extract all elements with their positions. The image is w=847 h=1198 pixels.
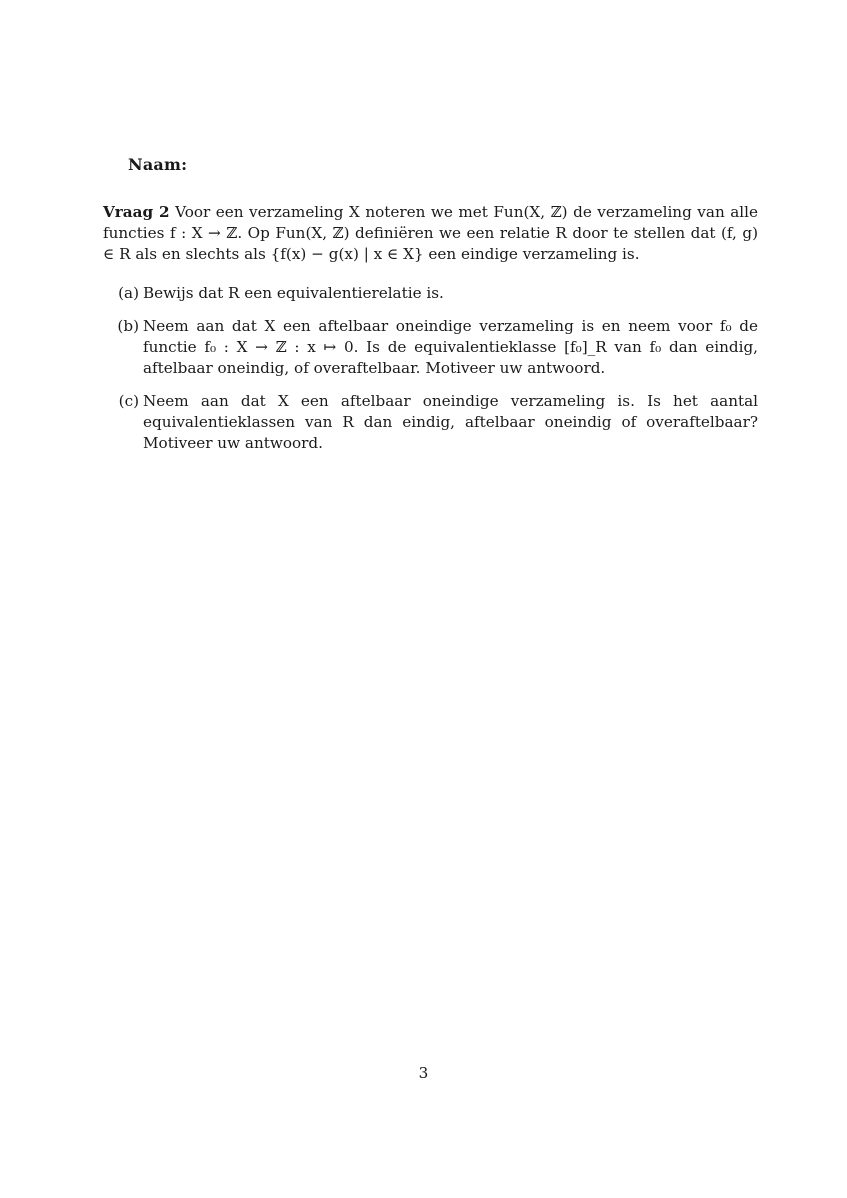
subquestion-text: Neem aan dat X een aftelbaar oneindige verzameling is en neem voor f₀ de functie f₀ : X → ℤ : x ↦ 0. Is de equivalentieklasse [f₀]_R van f₀ dan eindig, aftelbaar oneindig, of overaftelbaar. Motiveer uw antwoord. [143, 317, 758, 377]
question-paragraph [103, 202, 758, 265]
subquestion-a [103, 283, 758, 304]
subquestion-list [103, 283, 758, 466]
subquestion-c [103, 391, 758, 454]
subquestion-label: (c) [118, 392, 139, 410]
subquestion-text: Neem aan dat X een aftelbaar oneindige verzameling is. Is het aantal equivalentieklassen van R dan eindig, aftelbaar oneindig of overaftelbaar? Motiveer uw antwoord. [143, 392, 758, 452]
name-label: Naam: [128, 155, 188, 174]
question-number: Vraag 2 [103, 203, 170, 221]
page-number: 3 [418, 1064, 429, 1082]
subquestion-b [103, 316, 758, 379]
subquestion-label: (b) [117, 317, 139, 335]
subquestion-label: (a) [118, 284, 139, 302]
question-text: Voor een verzameling X noteren we met Fun(X, ℤ) de verzameling van alle functies f : X → ℤ. Op Fun(X, ℤ) definiëren we een relatie R door te stellen dat (f, g) ∈ R als en slechts als {f(x) − g(x) | x ∈ X} een eindige verzameling is. [103, 203, 758, 263]
subquestion-text: Bewijs dat R een equivalentierelatie is. [143, 284, 444, 302]
